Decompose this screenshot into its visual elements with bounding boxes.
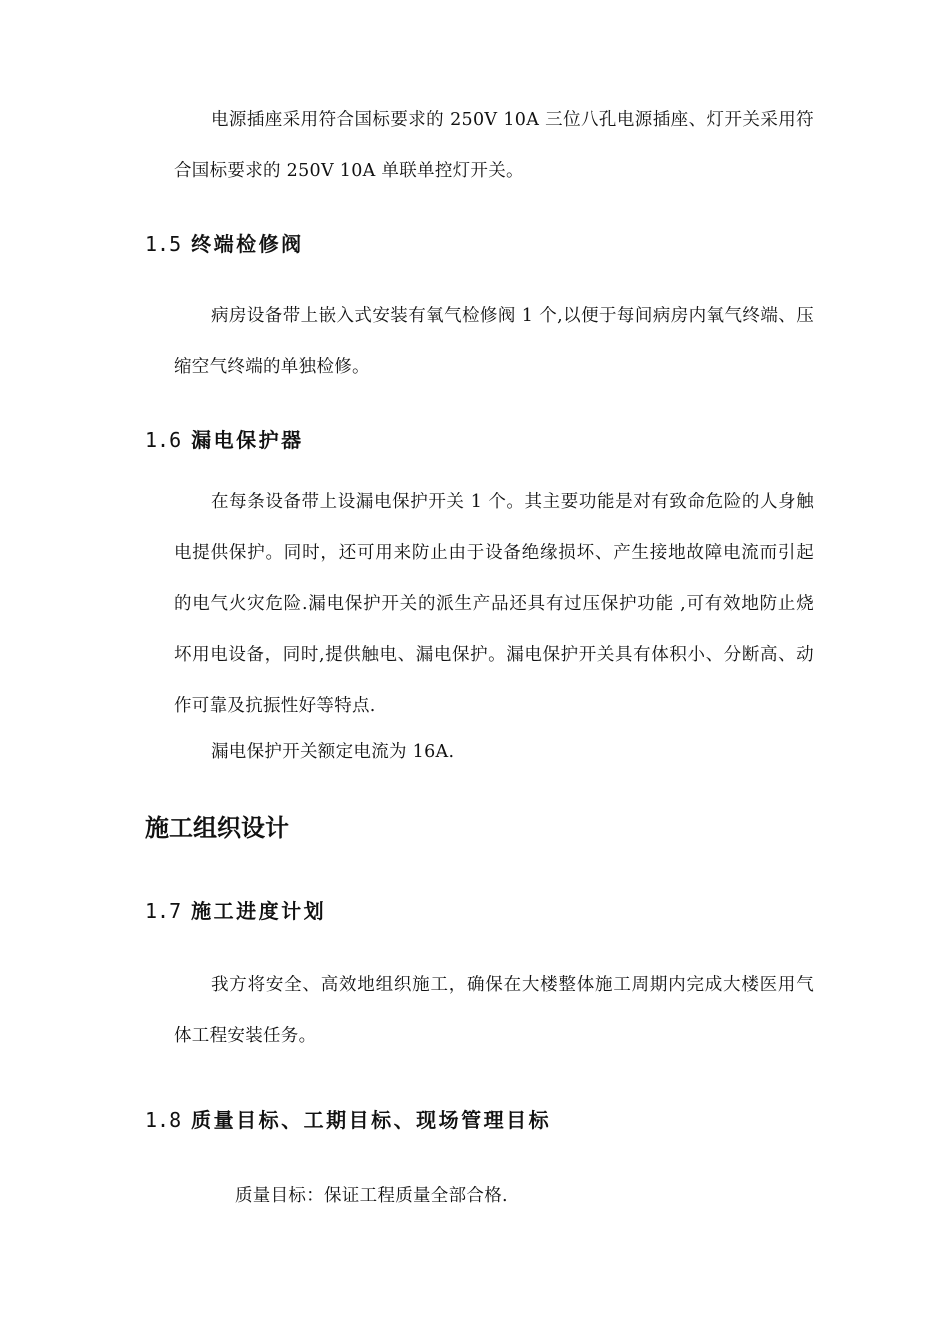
section-heading-1-7 xyxy=(145,895,326,924)
intro-paragraph: 电源插座采用符合国标要求的 250V 10A 三位八孔电源插座、灯开关采用符合国标要求的 250V 10A 单联单控灯开关。 xyxy=(174,110,814,181)
section-title: 终端检修阀 xyxy=(191,232,304,256)
section-title: 施工进度计划 xyxy=(191,899,327,923)
section-1-6-paragraph-2: 漏电保护开关额定电流为 16A. xyxy=(211,742,455,762)
section-title: 质量目标、工期目标、现场管理目标 xyxy=(191,1108,552,1132)
section-number: 1.7 xyxy=(145,899,182,923)
section-number: 1.5 xyxy=(145,232,182,256)
section-number: 1.6 xyxy=(145,428,182,452)
section-1-5-paragraph: 病房设备带上嵌入式安装有氧气检修阀 1 个,以便于每间病房内氧气终端、压缩空气终端的单独检修。 xyxy=(174,306,814,377)
section-1-8-paragraph: 质量目标：保证工程质量全部合格. xyxy=(235,1186,508,1206)
section-number: 1.8 xyxy=(145,1108,182,1132)
chapter-title: 施工组织设计 xyxy=(145,814,289,842)
section-heading-1-6 xyxy=(145,424,304,453)
section-title: 漏电保护器 xyxy=(191,428,304,452)
section-heading-1-8 xyxy=(145,1104,551,1133)
section-1-7-paragraph: 我方将安全、高效地组织施工，确保在大楼整体施工周期内完成大楼医用气体工程安装任务。 xyxy=(174,975,814,1046)
section-1-6-paragraph: 在每条设备带上设漏电保护开关 1 个。其主要功能是对有致命危险的人身触电提供保护。同时，还可用来防止由于设备绝缘损坏、产生接地故障电流而引起的电气火灾危险.漏电保护开关的派生产品还具有过压保护功能 ,可有效地防止烧坏用电设备，同时,提供触电、漏电保护。漏电保护开关具有体积小、分断高、动作可靠及抗振性好等特点. xyxy=(174,492,814,716)
section-heading-1-5 xyxy=(145,228,304,257)
